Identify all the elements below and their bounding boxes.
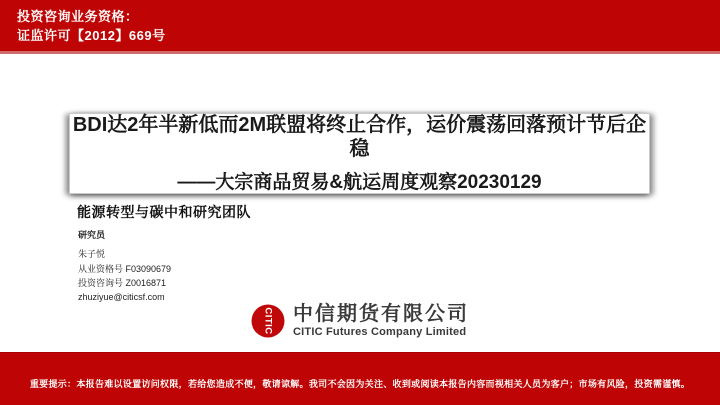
qualification-banner	[0, 0, 720, 54]
title-card	[69, 113, 650, 194]
citic-logo-icon	[251, 304, 285, 338]
researcher-advisory-cert: 投资咨询号 Z0016871	[78, 278, 167, 288]
researcher-role-label: 研究员	[78, 230, 106, 240]
disclaimer-text: 重要提示：本报告难以设置访问权限，若给您造成不便，敬请谅解。我司不会因为关注、收到或阅读本报告内容而视相关人员为客户；市场有风险，投资需谨慎。	[29, 379, 691, 389]
researcher-block	[78, 228, 171, 307]
researcher-practice-cert: 从业资格号 F03090679	[78, 264, 172, 274]
report-subtitle: ——大宗商品贸易&航运周度观察20230129	[177, 171, 542, 193]
qualification-text	[0, 0, 720, 46]
report-title: BDI达2年半新低而2M联盟将终止合作，运价震荡回落预计节后企稳	[72, 113, 647, 160]
researcher-name: 朱子悦	[78, 249, 106, 259]
company-logo-block	[0, 303, 720, 338]
disclaimer-banner	[0, 352, 720, 405]
qualification-line1: 投资咨询业务资格：	[17, 9, 139, 24]
team-name: 能源转型与碳中和研究团队	[77, 204, 251, 220]
svg-text:CITIC: CITIC	[262, 306, 274, 335]
qualification-line2: 证监许可【2012】669号	[17, 27, 166, 43]
company-name-cn: 中信期货有限公司	[293, 303, 469, 325]
company-name-en: CITIC Futures Company Limited	[293, 326, 467, 338]
company-name-block	[293, 303, 469, 338]
researcher-email: zhuziyue@citicsf.com	[78, 292, 165, 302]
